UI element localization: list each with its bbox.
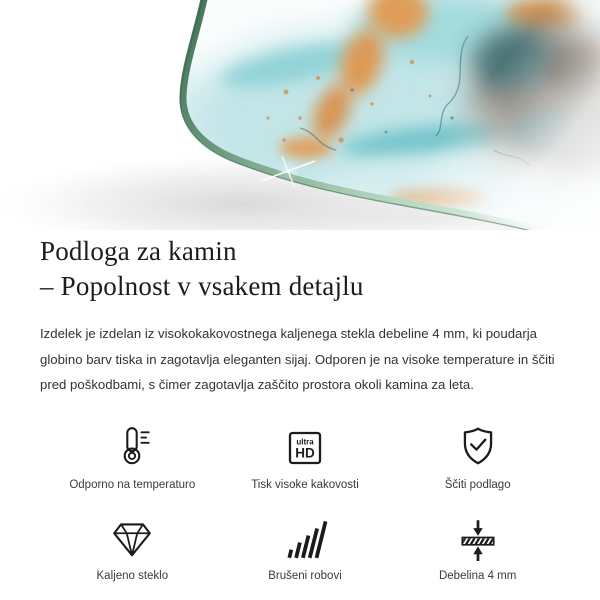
feature-tempered-glass xyxy=(46,511,219,582)
product-description: Izdelek je izdelan iz visokokakovostnega kaljenega stekla debeline 4 mm, ki poudarja globino barv tiska in zagotavlja eleganten sijaj. Odporen je na visoke temperature in ščiti pred poškodbami, s čimer zagotavlja zaščito prostora okoli kamina za leta. xyxy=(40,326,555,392)
ultra-hd-icon xyxy=(283,426,327,470)
beveled-edges-icon xyxy=(282,515,328,561)
thermometer-icon xyxy=(109,424,155,470)
feature-label: Debelina 4 mm xyxy=(438,569,517,582)
glass-panel-image xyxy=(0,0,600,230)
feature-label: Ščiti podlago xyxy=(444,478,511,491)
page-title xyxy=(40,234,570,304)
title-line-2: – Popolnost v vsakem detajlu xyxy=(40,271,364,301)
feature-print-quality xyxy=(219,420,392,491)
ultra-hd-text-bottom: HD xyxy=(295,445,315,460)
feature-label: Tisk visoke kakovosti xyxy=(251,478,359,491)
feature-temperature xyxy=(46,420,219,491)
feature-label: Odporno na temperaturo xyxy=(69,478,196,491)
feature-thickness xyxy=(391,511,564,582)
product-image xyxy=(0,0,600,230)
thickness-icon xyxy=(455,515,501,561)
ultra-hd-text-top: ultra xyxy=(296,437,314,446)
feature-ground-edges xyxy=(219,511,392,582)
product-info-section xyxy=(0,234,600,582)
feature-protection xyxy=(391,420,564,491)
diamond-icon xyxy=(109,515,155,561)
feature-label: Kaljeno steklo xyxy=(96,569,169,582)
shield-check-icon xyxy=(455,424,501,470)
feature-label: Brušeni robovi xyxy=(268,569,342,582)
feature-grid xyxy=(40,420,570,582)
title-line-1: Podloga za kamin xyxy=(40,236,237,266)
